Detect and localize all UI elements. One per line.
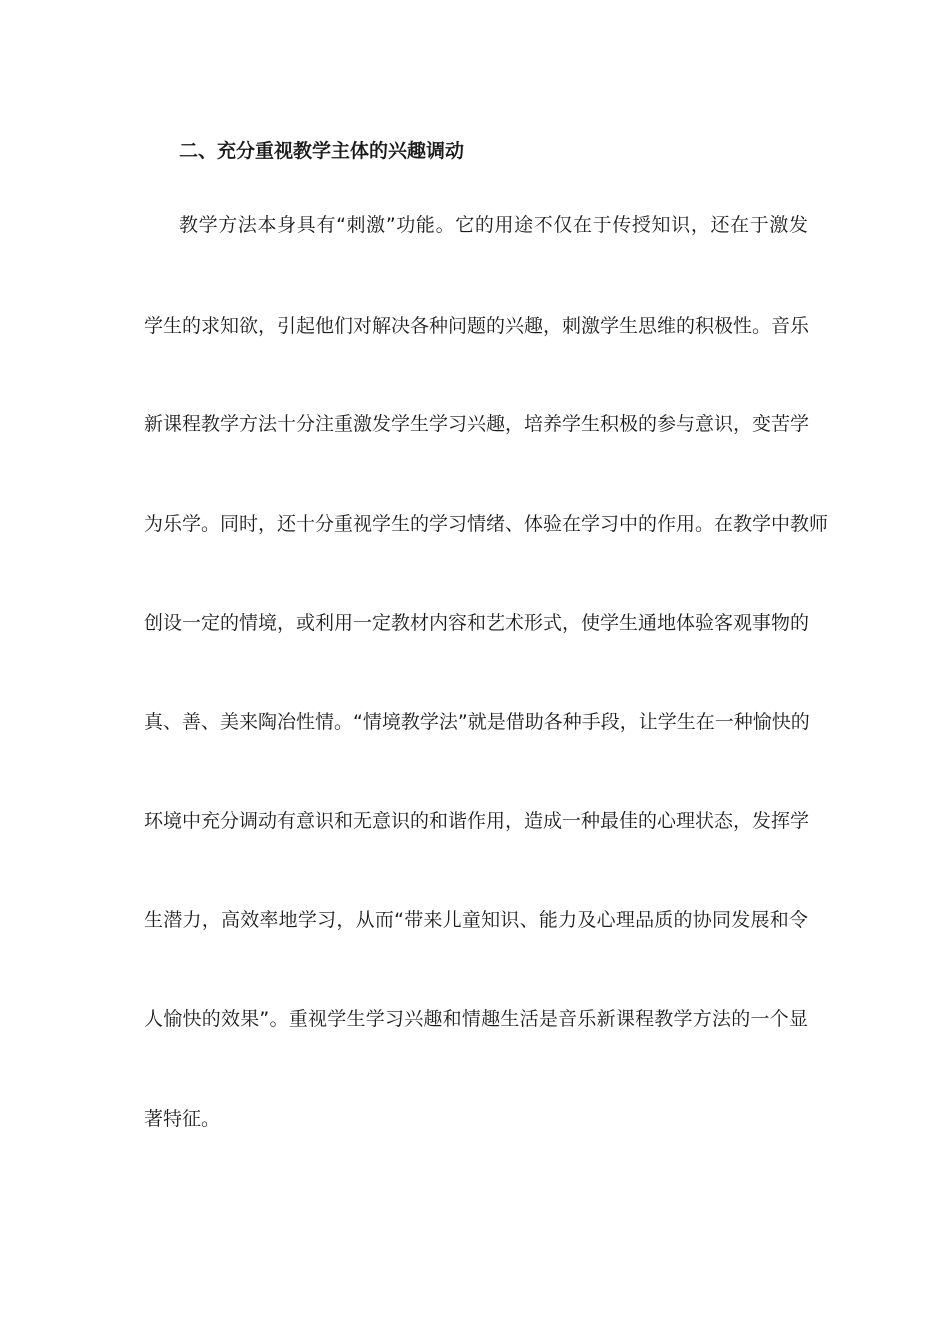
- paragraph-line: 为乐学。同时，还十分重视学生的学习情绪、体验在学习中的作用。在教学中教师: [144, 513, 829, 535]
- paragraph-line: 新课程教学方法十分注重激发学生学习兴趣，培养学生积极的参与意识，变苦学: [144, 413, 810, 435]
- paragraph-line: 著特征。: [144, 1108, 221, 1130]
- section-heading: 二、充分重视教学主体的兴趣调动: [179, 140, 465, 162]
- paragraph-line: 人愉快的效果”。重视学生学习兴趣和情趣生活是音乐新课程教学方法的一个显: [144, 1008, 808, 1030]
- paragraph-line: 生潜力，高效率地学习，从而“带来儿童知识、能力及心理品质的协同发展和令: [144, 909, 808, 931]
- paragraph-line: 创设一定的情境，或利用一定教材内容和艺术形式，使学生通地体验客观事物的: [144, 612, 810, 634]
- paragraph-line: 教学方法本身具有“刺激”功能。它的用途不仅在于传授知识，还在于激发: [179, 214, 808, 236]
- paragraph-line: 学生的求知欲，引起他们对解决各种问题的兴趣，刺激学生思维的积极性。音乐: [144, 315, 810, 337]
- paragraph-line: 环境中充分调动有意识和无意识的和谐作用，造成一种最佳的心理状态，发挥学: [144, 810, 810, 832]
- paragraph-line: 真、善、美来陶冶性情。“情境教学法”就是借助各种手段，让学生在一种愉快的: [144, 711, 810, 733]
